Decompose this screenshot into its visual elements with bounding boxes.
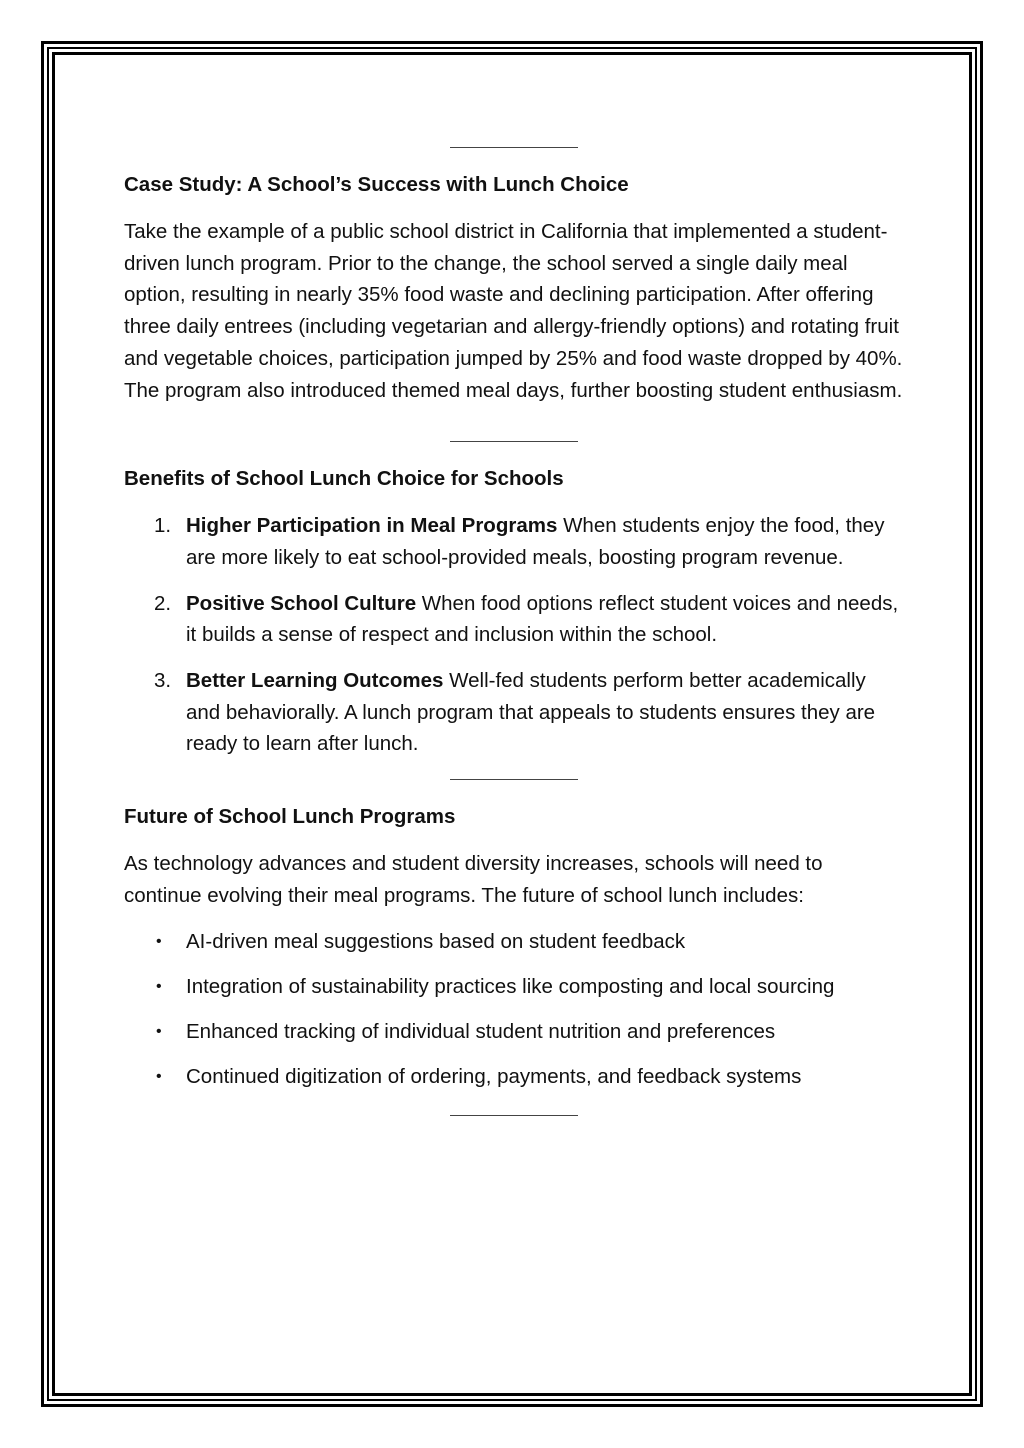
list-item [124,510,904,573]
section-paragraph: Take the example of a public school district in California that implemented a student-driven lunch program. Prior to the change, the school served a single daily meal option, resulting in nearly 35% food waste and declining participation. After offering three daily entrees (including vegetarian and allergy-friendly options) and rotating fruit and vegetable choices, participation jumped by 25% and food waste dropped by 40%. The program also introduced themed meal days, further boosting student enthusiasm. [124,220,903,402]
bullet-icon: • [156,977,162,995]
section-paragraph: As technology advances and student diversity increases, schools will need to continue evolving their meal programs. The future of school lunch includes: [124,852,823,907]
list-item [124,588,904,651]
benefits-section [124,465,904,780]
section-divider [450,441,578,442]
list-item-text: AI-driven meal suggestions based on student feedback [186,929,686,953]
section-heading: Benefits of School Lunch Choice for Schools [124,467,564,491]
section-heading: Future of School Lunch Programs [124,805,456,829]
section-heading: Case Study: A School’s Success with Lunch Choice [124,173,629,196]
list-number: 3. [154,669,172,693]
list-item-lead: Higher Participation in Meal Programs [186,514,558,538]
section-divider [450,1115,578,1116]
case-study-section [124,171,904,442]
list-item [124,971,904,1003]
list-item [124,926,904,958]
list-number: 2. [154,591,172,615]
document-body [124,120,904,1116]
list-item-lead: Positive School Culture [186,591,417,615]
list-item-text: Enhanced tracking of individual student nutrition and preferences [186,1019,776,1043]
list-item-text: Continued digitization of ordering, payments, and feedback systems [186,1065,802,1089]
bullet-icon: • [156,1022,162,1040]
list-item-text: When students enjoy the food, they are more likely to eat school-provided meals, boosting program revenue. [186,514,885,569]
list-item [124,665,904,760]
list-item [124,1061,904,1093]
benefits-list [124,510,904,760]
bullet-icon: • [156,932,162,950]
list-number: 1. [154,514,172,538]
bullet-icon: • [156,1068,162,1086]
section-divider [450,779,578,780]
list-item-text: Well-fed students perform better academically and behaviorally. A lunch program that appeals to students ensures they are ready to learn after lunch. [186,669,876,756]
list-item-text: When food options reflect student voices and needs, it builds a sense of respect and inclusion within the school. [186,591,899,647]
list-item-text: Integration of sustainability practices like composting and local sourcing [186,974,835,998]
future-section [124,803,904,1116]
section-divider [450,147,578,148]
list-item [124,1016,904,1048]
future-list [124,926,904,1093]
list-item-lead: Better Learning Outcomes [186,669,444,693]
